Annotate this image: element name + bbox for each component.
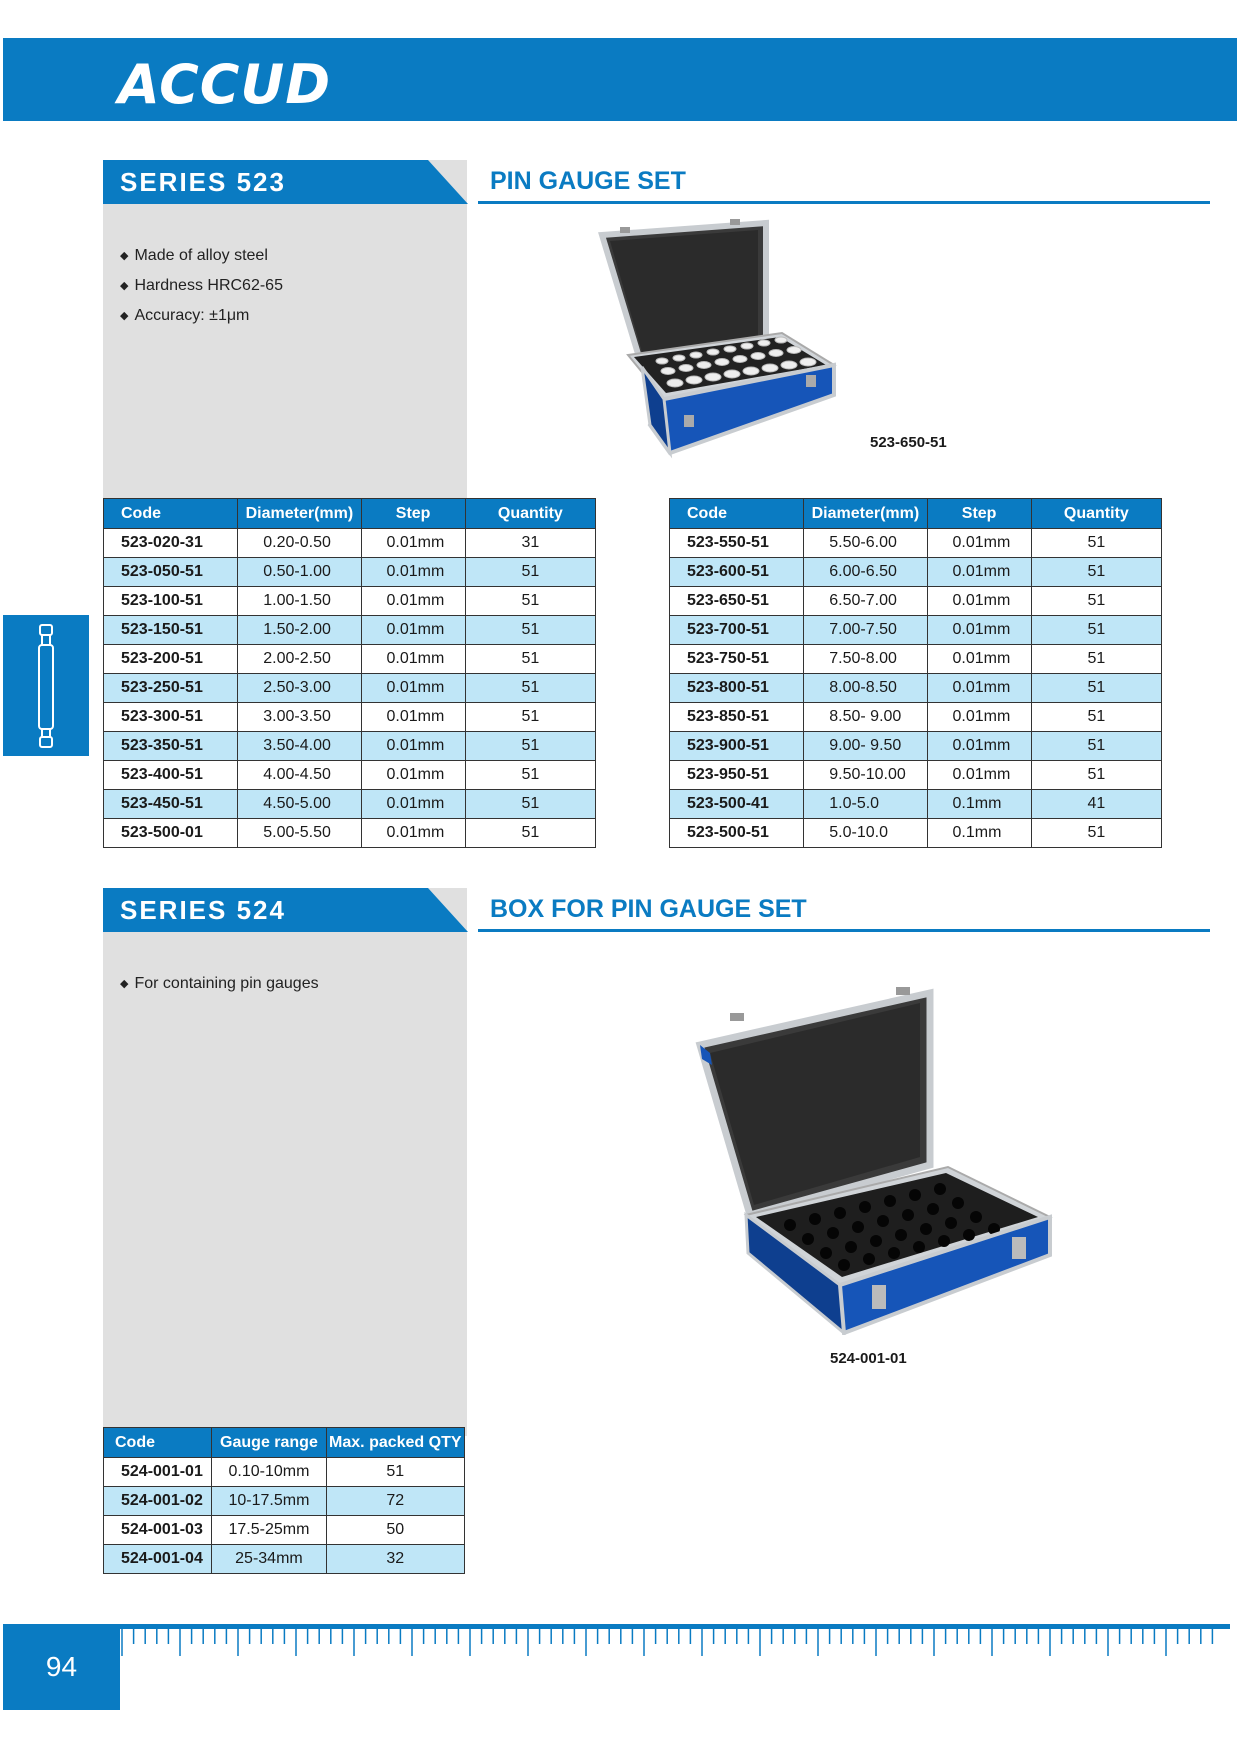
table-cell: 0.01mm <box>361 674 465 703</box>
table-cell: 0.10-10mm <box>212 1458 326 1487</box>
table-cell: 50 <box>326 1516 464 1545</box>
table-cell: 0.01mm <box>927 645 1031 674</box>
table-cell: 0.01mm <box>361 790 465 819</box>
pin-gauge-case-image <box>590 215 850 477</box>
table-cell: 523-750-51 <box>670 645 804 674</box>
table-cell: 523-900-51 <box>670 732 804 761</box>
table-row <box>104 1545 465 1574</box>
table-cell: 523-300-51 <box>104 703 238 732</box>
brand-logo: ACCUD <box>118 53 332 116</box>
table-cell: 2.50-3.00 <box>238 674 361 703</box>
table-cell: 0.01mm <box>361 703 465 732</box>
table-cell: 523-250-51 <box>104 674 238 703</box>
table-cell: 51 <box>1031 761 1161 790</box>
table-cell: 523-700-51 <box>670 616 804 645</box>
table-cell: 0.01mm <box>927 674 1031 703</box>
col-header-step: Step <box>927 499 1031 529</box>
table-cell: 0.01mm <box>927 587 1031 616</box>
table-cell: 524-001-02 <box>104 1487 212 1516</box>
table-cell: 524-001-03 <box>104 1516 212 1545</box>
table-row <box>104 1487 465 1516</box>
table-cell: 2.00-2.50 <box>238 645 361 674</box>
table-cell: 523-020-31 <box>104 529 238 558</box>
spec-table-523-left <box>103 498 596 848</box>
col-header-code: Code <box>104 499 238 529</box>
table-cell: 0.01mm <box>927 761 1031 790</box>
spec-table-524 <box>103 1427 465 1574</box>
series-523-label: SERIES 523 <box>120 167 286 197</box>
table-cell: 51 <box>465 558 595 587</box>
table-cell: 524-001-04 <box>104 1545 212 1574</box>
table-cell: 51 <box>1031 819 1161 848</box>
table-cell: 51 <box>1031 645 1161 674</box>
table-cell: 3.50-4.00 <box>238 732 361 761</box>
table-cell: 1.50-2.00 <box>238 616 361 645</box>
table-cell: 51 <box>465 616 595 645</box>
series-524-title: BOX FOR PIN GAUGE SET <box>490 895 807 923</box>
table-row <box>670 645 1162 674</box>
table-row <box>670 790 1162 819</box>
table-cell: 4.50-5.00 <box>238 790 361 819</box>
table-cell: 5.50-6.00 <box>804 529 927 558</box>
table-cell: 51 <box>465 587 595 616</box>
table-cell: 31 <box>465 529 595 558</box>
table-cell: 51 <box>1031 703 1161 732</box>
col-header-diameter: Diameter(mm) <box>804 499 927 529</box>
table-cell: 523-050-51 <box>104 558 238 587</box>
series-524-features <box>120 969 319 999</box>
side-category-tab <box>3 615 89 756</box>
table-cell: 0.01mm <box>927 529 1031 558</box>
feature-item: ◆ For containing pin gauges <box>120 969 319 999</box>
table-body <box>104 1458 465 1574</box>
table-cell: 0.20-0.50 <box>238 529 361 558</box>
col-header-quantity: Quantity <box>1031 499 1161 529</box>
table-row <box>104 529 596 558</box>
table-body <box>104 529 596 848</box>
table-cell: 9.50-10.00 <box>804 761 927 790</box>
table-row <box>104 558 596 587</box>
table-cell: 0.01mm <box>361 761 465 790</box>
table-row <box>104 790 596 819</box>
table-cell: 51 <box>1031 674 1161 703</box>
table-cell: 523-200-51 <box>104 645 238 674</box>
table-cell: 523-350-51 <box>104 732 238 761</box>
table-cell: 51 <box>465 761 595 790</box>
table-cell: 0.01mm <box>927 558 1031 587</box>
bullet-icon: ◆ <box>120 250 129 262</box>
table-cell: 4.00-4.50 <box>238 761 361 790</box>
table-cell: 3.00-3.50 <box>238 703 361 732</box>
image-caption-524: 524-001-01 <box>830 1350 907 1367</box>
table-cell: 8.00-8.50 <box>804 674 927 703</box>
table-cell: 72 <box>326 1487 464 1516</box>
table-cell: 523-100-51 <box>104 587 238 616</box>
table-cell: 523-950-51 <box>670 761 804 790</box>
table-cell: 523-600-51 <box>670 558 804 587</box>
table-cell: 0.1mm <box>927 819 1031 848</box>
title-rule <box>478 201 1210 204</box>
table-cell: 1.0-5.0 <box>804 790 927 819</box>
table-row <box>104 761 596 790</box>
col-header-gauge-range: Gauge range <box>212 1428 326 1458</box>
table-row <box>670 761 1162 790</box>
table-cell: 41 <box>1031 790 1161 819</box>
feature-item: ◆ Accuracy: ±1μm <box>120 301 283 331</box>
table-cell: 51 <box>465 645 595 674</box>
table-header-row <box>670 499 1162 529</box>
table-row <box>670 703 1162 732</box>
table-row <box>670 732 1162 761</box>
table-row <box>104 703 596 732</box>
feature-item: ◆ Made of alloy steel <box>120 241 283 271</box>
table-cell: 51 <box>326 1458 464 1487</box>
table-cell: 5.00-5.50 <box>238 819 361 848</box>
table-row <box>104 645 596 674</box>
table-cell: 51 <box>1031 732 1161 761</box>
table-cell: 25-34mm <box>212 1545 326 1574</box>
table-cell: 523-550-51 <box>670 529 804 558</box>
table-cell: 51 <box>1031 529 1161 558</box>
page-number: 94 <box>45 1651 78 1682</box>
table-cell: 7.50-8.00 <box>804 645 927 674</box>
ruler-decoration <box>120 1624 1230 1664</box>
table-cell: 1.00-1.50 <box>238 587 361 616</box>
col-header-code: Code <box>104 1428 212 1458</box>
bullet-icon: ◆ <box>120 310 129 322</box>
table-header-row <box>104 499 596 529</box>
table-cell: 0.01mm <box>927 703 1031 732</box>
image-caption-523: 523-650-51 <box>870 434 947 451</box>
table-cell: 32 <box>326 1545 464 1574</box>
col-header-max-qty: Max. packed QTY <box>326 1428 464 1458</box>
table-row <box>670 558 1162 587</box>
table-cell: 51 <box>1031 558 1161 587</box>
table-cell: 51 <box>465 819 595 848</box>
table-cell: 523-400-51 <box>104 761 238 790</box>
table-cell: 523-500-51 <box>670 819 804 848</box>
table-row <box>670 616 1162 645</box>
table-cell: 523-650-51 <box>670 587 804 616</box>
table-cell: 51 <box>465 732 595 761</box>
series-523-title: PIN GAUGE SET <box>490 167 686 195</box>
table-cell: 10-17.5mm <box>212 1487 326 1516</box>
table-cell: 51 <box>1031 616 1161 645</box>
table-row <box>104 616 596 645</box>
table-cell: 6.50-7.00 <box>804 587 927 616</box>
table-cell: 0.01mm <box>361 529 465 558</box>
table-cell: 0.50-1.00 <box>238 558 361 587</box>
table-row <box>104 674 596 703</box>
table-cell: 523-500-41 <box>670 790 804 819</box>
series-523-features <box>120 241 283 331</box>
table-cell: 0.01mm <box>361 819 465 848</box>
title-rule <box>478 929 1210 932</box>
feature-item: ◆ Hardness HRC62-65 <box>120 271 283 301</box>
table-row <box>104 819 596 848</box>
table-cell: 51 <box>1031 587 1161 616</box>
table-body <box>670 529 1162 848</box>
table-cell: 51 <box>465 703 595 732</box>
table-cell: 0.01mm <box>361 732 465 761</box>
series-524-label: SERIES 524 <box>120 895 286 925</box>
table-row <box>670 587 1162 616</box>
table-row <box>670 819 1162 848</box>
table-cell: 51 <box>465 790 595 819</box>
table-cell: 0.01mm <box>927 616 1031 645</box>
table-cell: 0.01mm <box>361 587 465 616</box>
table-cell: 523-150-51 <box>104 616 238 645</box>
table-cell: 523-800-51 <box>670 674 804 703</box>
table-cell: 523-500-01 <box>104 819 238 848</box>
table-row <box>104 587 596 616</box>
table-row <box>104 732 596 761</box>
bullet-icon: ◆ <box>120 978 129 990</box>
table-cell: 9.00- 9.50 <box>804 732 927 761</box>
col-header-step: Step <box>361 499 465 529</box>
table-row <box>670 674 1162 703</box>
table-cell: 0.01mm <box>361 645 465 674</box>
table-row <box>104 1458 465 1487</box>
table-cell: 0.01mm <box>927 732 1031 761</box>
col-header-quantity: Quantity <box>465 499 595 529</box>
table-cell: 523-450-51 <box>104 790 238 819</box>
table-cell: 523-850-51 <box>670 703 804 732</box>
table-row <box>670 529 1162 558</box>
bullet-icon: ◆ <box>120 280 129 292</box>
table-header-row <box>104 1428 465 1458</box>
table-cell: 17.5-25mm <box>212 1516 326 1545</box>
col-header-diameter: Diameter(mm) <box>238 499 361 529</box>
empty-gauge-case-image <box>690 985 1060 1335</box>
table-cell: 0.1mm <box>927 790 1031 819</box>
table-cell: 524-001-01 <box>104 1458 212 1487</box>
table-cell: 6.00-6.50 <box>804 558 927 587</box>
table-cell: 0.01mm <box>361 558 465 587</box>
table-cell: 8.50- 9.00 <box>804 703 927 732</box>
pin-gauge-icon <box>37 623 55 749</box>
spec-table-523-right <box>669 498 1162 848</box>
col-header-code: Code <box>670 499 804 529</box>
table-cell: 5.0-10.0 <box>804 819 927 848</box>
table-cell: 0.01mm <box>361 616 465 645</box>
table-cell: 7.00-7.50 <box>804 616 927 645</box>
table-cell: 51 <box>465 674 595 703</box>
table-row <box>104 1516 465 1545</box>
